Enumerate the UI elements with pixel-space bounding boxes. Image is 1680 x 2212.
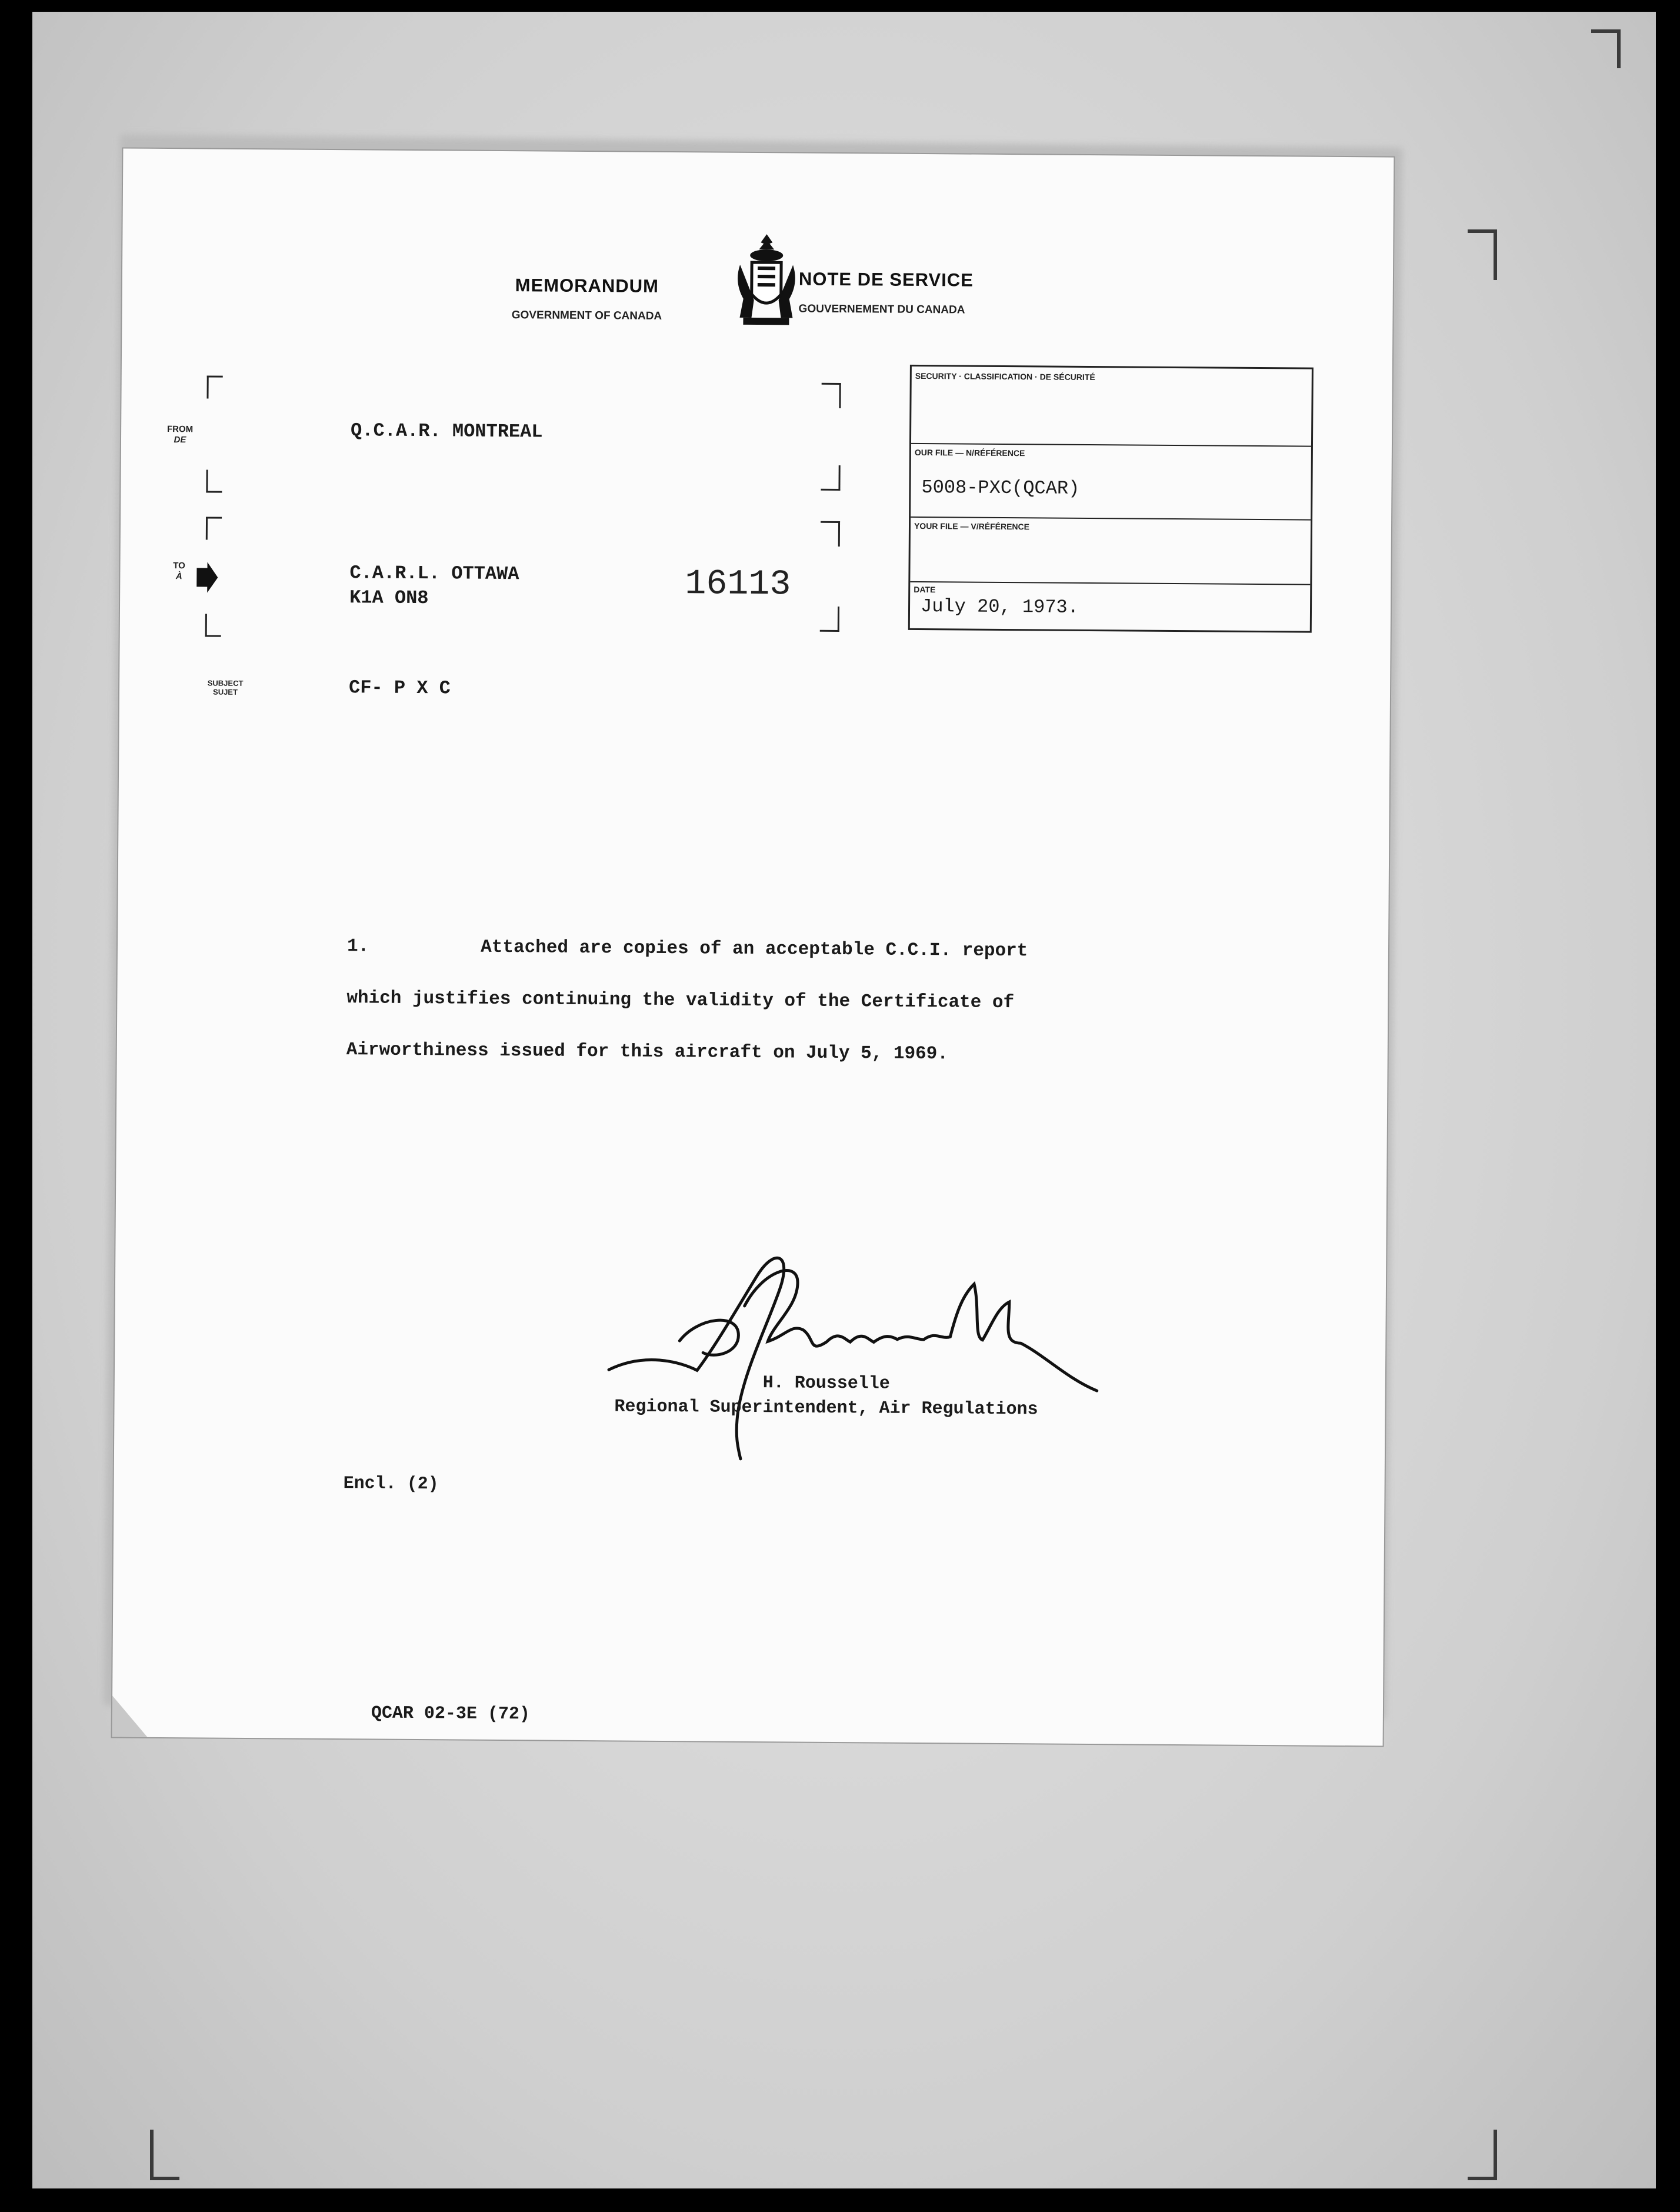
to-value-line2: K1A ON8 <box>349 587 429 609</box>
body-line-1: 1. Attached are copies of an acceptable C.C.I. report <box>346 936 1028 962</box>
signer-name: H. Rousselle <box>762 1373 890 1394</box>
crop-mark-top-edge <box>1591 29 1621 68</box>
to-label: TO À <box>173 561 185 582</box>
our-file-row <box>911 443 1311 499</box>
folded-corner <box>112 1695 148 1737</box>
your-file-row <box>911 517 1311 532</box>
signature-block <box>561 1370 1091 1423</box>
gouvernement-du-canada: GOUVERNEMENT DU CANADA <box>798 302 965 317</box>
right-bracket-d <box>820 607 839 632</box>
body-line-3: Airworthiness issued for this aircraft on July 5, 1969. <box>346 1040 949 1065</box>
subject-value: CF- P X C <box>348 677 451 699</box>
memorandum-title: MEMORANDUM <box>515 275 659 297</box>
memorandum-sheet <box>112 148 1394 1745</box>
form-code: QCAR 02-3E (72) <box>371 1703 531 1725</box>
date-row <box>910 581 1310 618</box>
file-stamp-number: 16113 <box>685 564 791 605</box>
right-bracket-b <box>821 465 840 491</box>
date-caption: DATE <box>914 584 936 595</box>
handwritten-signature <box>596 1234 1128 1473</box>
to-bracket-top <box>206 517 222 539</box>
our-file-value: 5008-PXC(QCAR) <box>921 476 1080 499</box>
your-file-caption: YOUR FILE — V/RÉFÉRENCE <box>914 521 1030 532</box>
to-arrow-icon <box>195 561 219 594</box>
from-value: Q.C.A.R. MONTREAL <box>350 419 543 443</box>
right-bracket-a <box>821 383 841 408</box>
header-french <box>798 269 1069 318</box>
signer-title: Regional Superintendent, Air Regulations <box>614 1397 1038 1420</box>
crop-mark-top-right <box>1468 229 1497 280</box>
to-bracket-bottom <box>205 614 221 637</box>
our-file-caption: OUR FILE — N/RÉFÉRENCE <box>914 447 1025 458</box>
from-bracket-bottom <box>206 469 222 492</box>
from-label: FROM DE <box>166 424 194 445</box>
to-value-line1: C.A.R.L. OTTAWA <box>349 562 519 585</box>
canada-coat-of-arms-icon <box>728 229 805 330</box>
classification-box <box>908 365 1314 633</box>
crop-mark-bottom-right <box>1468 2130 1497 2180</box>
body-line-2: which justifies continuing the validity of the Certificate of <box>346 988 1015 1014</box>
enclosure-note: Encl. (2) <box>343 1474 439 1495</box>
right-bracket-c <box>821 521 840 547</box>
body-paragraph <box>346 921 1159 1082</box>
note-de-service-title: NOTE DE SERVICE <box>798 268 974 291</box>
crop-mark-bottom-left <box>150 2130 179 2180</box>
subject-label: SUBJECT SUJET <box>207 678 244 697</box>
header-english <box>463 275 711 324</box>
security-classification-caption: SECURITY · CLASSIFICATION · DE SÉCURITÉ <box>915 371 1095 382</box>
date-value: July 20, 1973. <box>920 595 1079 618</box>
from-bracket-top <box>206 375 222 398</box>
government-of-canada: GOVERNMENT OF CANADA <box>511 309 662 322</box>
